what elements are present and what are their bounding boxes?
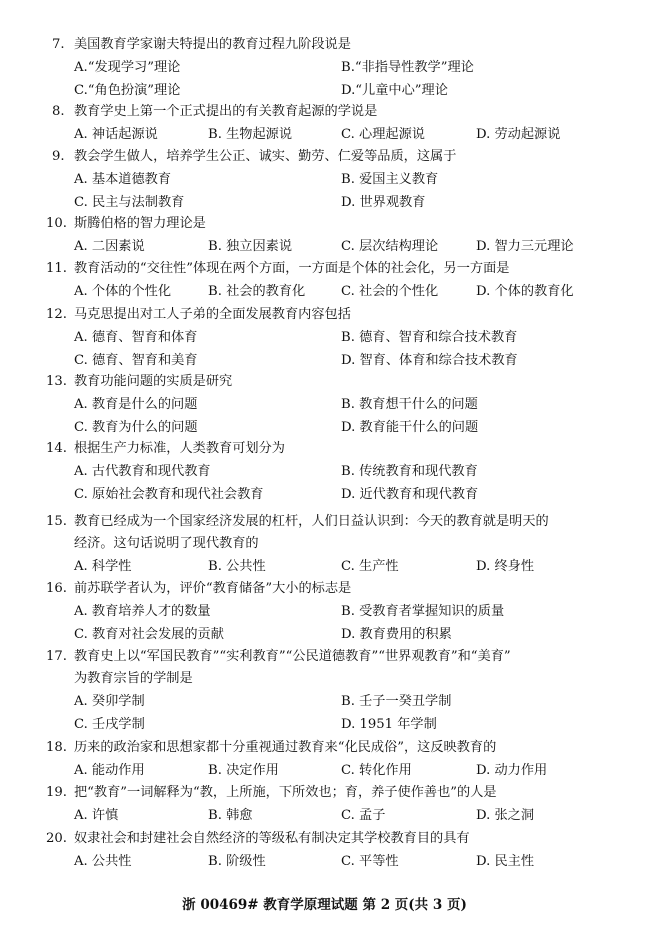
option-row (46, 804, 616, 827)
option-row (46, 79, 616, 102)
option-row (46, 416, 616, 439)
option-row (46, 850, 616, 873)
question-text: 把“教育”一词解释为“教，上所施，下所效也；育，养子使作善也”的人是 (74, 785, 497, 800)
option-a: A. 公共性 (74, 854, 132, 869)
option-row (46, 600, 616, 623)
option-b: B. 爱国主义教育 (341, 172, 439, 187)
option-a: A. 二因素说 (74, 239, 145, 254)
option-d: D. 终身性 (476, 559, 535, 574)
option-row (46, 168, 616, 191)
question-text: 奴隶社会和封建社会自然经济的等级私有制决定其学校教育目的具有 (74, 831, 470, 846)
question-5 (46, 304, 616, 372)
option-b: B. 传统教育和现代教育 (341, 464, 478, 479)
option-d: D.“儿童中心”理论 (341, 83, 448, 98)
option-d: D. 世界观教育 (341, 195, 426, 210)
option-c: C. 心理起源说 (341, 127, 425, 142)
question-text: 美国教育学家谢夫特提出的教育过程九阶段说是 (74, 37, 351, 52)
option-row (46, 191, 616, 214)
question-stem (46, 438, 616, 460)
question-stem (46, 34, 616, 56)
option-a: A. 科学性 (74, 559, 132, 574)
option-c: C. 层次结构理论 (341, 239, 439, 254)
option-row (46, 56, 616, 79)
option-b: B. 德育、智育和综合技术教育 (341, 330, 518, 345)
option-row (46, 123, 616, 146)
option-b: B. 韩愈 (208, 808, 253, 823)
option-d: D. 教育费用的积累 (341, 627, 452, 642)
option-b: B. 独立因素说 (208, 239, 293, 254)
option-row (46, 280, 616, 303)
option-row (46, 393, 616, 416)
option-b: B. 社会的教育化 (208, 284, 306, 299)
question-1 (46, 101, 616, 146)
option-row (46, 235, 616, 258)
question-text: 历来的政治家和思想家都十分重视通过教育来“化民成俗”，这反映教育的 (74, 740, 497, 755)
option-b: B.“非指导性教学”理论 (341, 60, 474, 75)
question-number: 8. (52, 104, 65, 119)
option-d: D. 智育、体育和综合技术教育 (341, 353, 518, 368)
option-a: A.“发现学习”理论 (74, 60, 181, 75)
option-a: A. 教育是什么的问题 (74, 397, 198, 412)
option-b: B. 决定作用 (208, 763, 279, 778)
question-7 (46, 438, 616, 506)
question-number: 16. (46, 581, 67, 596)
question-number: 11. (46, 261, 67, 276)
question-stem (46, 828, 616, 850)
option-a: A. 神话起源说 (74, 127, 158, 142)
option-b: B. 阶级性 (208, 854, 266, 869)
option-row (46, 349, 616, 372)
option-d: D. 动力作用 (476, 763, 548, 778)
option-c: C. 壬戌学制 (74, 717, 145, 732)
question-text: 马克思提出对工人子弟的全面发展教育内容包括 (74, 307, 351, 322)
option-c: C. 德育、智育和美育 (74, 353, 198, 368)
question-stem (46, 646, 616, 668)
question-3 (46, 213, 616, 258)
option-a: A. 基本道德教育 (74, 172, 172, 187)
question-9 (46, 578, 616, 646)
option-b: B. 教育想干什么的问题 (341, 397, 478, 412)
option-c: C. 平等性 (341, 854, 399, 869)
question-8 (46, 511, 616, 578)
question-number: 18. (46, 740, 67, 755)
option-c: C. 教育对社会发展的贡献 (74, 627, 224, 642)
option-d: D. 教育能干什么的问题 (341, 420, 479, 435)
option-c: C. 生产性 (341, 559, 399, 574)
question-text: 教育史上以“军国民教育”“实利教育”“公民道德教育”“世界观教育”和“美育” (74, 649, 511, 664)
option-c: C. 孟子 (341, 808, 386, 823)
option-d: D. 民主性 (476, 854, 535, 869)
option-c: C. 社会的个性化 (341, 284, 439, 299)
question-text: 教育功能问题的实质是研究 (74, 374, 233, 389)
question-6 (46, 371, 616, 439)
question-2 (46, 146, 616, 214)
option-d: D. 智力三元理论 (476, 239, 574, 254)
question-stem (46, 578, 616, 600)
option-row (46, 483, 616, 506)
option-row (46, 713, 616, 736)
question-number: 19. (46, 785, 67, 800)
option-c: C. 教育为什么的问题 (74, 420, 198, 435)
question-number: 20. (46, 831, 67, 846)
option-d: D. 个体的教育化 (476, 284, 574, 299)
question-stem (46, 304, 616, 326)
question-stem (46, 782, 616, 804)
question-number: 7. (52, 37, 65, 52)
question-number: 10. (46, 216, 67, 231)
question-stem (46, 101, 616, 123)
question-text: 教育学史上第一个正式提出的有关教育起源的学说是 (74, 104, 378, 119)
option-b: B. 受教育者掌握知识的质量 (341, 604, 505, 619)
question-stem (46, 737, 616, 759)
question-number: 12. (46, 307, 67, 322)
option-d: D. 张之洞 (476, 808, 535, 823)
question-stem (46, 213, 616, 235)
question-4 (46, 258, 616, 303)
question-stem (46, 258, 616, 280)
question-text: 根据生产力标准，人类教育可划分为 (74, 441, 285, 456)
option-a: A. 个体的个性化 (74, 284, 172, 299)
option-row (46, 326, 616, 349)
question-12 (46, 782, 616, 827)
option-d: D. 近代教育和现代教育 (341, 487, 479, 502)
option-c: C. 原始社会教育和现代社会教育 (74, 487, 264, 502)
option-a: A. 德育、智育和体育 (74, 330, 198, 345)
option-c: C. 转化作用 (341, 763, 412, 778)
question-number: 9. (52, 149, 65, 164)
question-text: 前苏联学者认为，评价“教育储备”大小的标志是 (74, 581, 352, 596)
page-footer: 浙 00469# 教育学原理试题 第 2 页(共 3 页) (182, 897, 467, 913)
option-b: B. 生物起源说 (208, 127, 293, 142)
option-row (46, 623, 616, 646)
option-b: B. 壬子一癸丑学制 (341, 694, 452, 709)
question-stem (46, 371, 616, 393)
option-b: B. 公共性 (208, 559, 266, 574)
question-10 (46, 646, 616, 736)
question-stem (46, 511, 616, 533)
option-d: D. 劳动起源说 (476, 127, 561, 142)
option-row (46, 759, 616, 782)
option-a: A. 癸卯学制 (74, 694, 145, 709)
option-row (46, 690, 616, 713)
question-number: 15. (46, 514, 67, 529)
option-row (46, 555, 616, 578)
option-a: A. 教育培养人才的数量 (74, 604, 211, 619)
question-0 (46, 34, 616, 102)
question-text: 教育活动的“交往性”体现在两个方面，一方面是个体的社会化，另一方面是 (74, 261, 510, 276)
question-stem (46, 146, 616, 168)
question-text: 教会学生做人，培养学生公正、诚实、勤劳、仁爱等品质，这属于 (74, 149, 457, 164)
question-13 (46, 828, 616, 873)
question-number: 17. (46, 649, 67, 664)
question-text-continued: 经济。这句话说明了现代教育的 (74, 536, 259, 551)
option-row (46, 460, 616, 483)
option-a: A. 许慎 (74, 808, 119, 823)
question-11 (46, 737, 616, 782)
question-number: 13. (46, 374, 67, 389)
question-number: 14. (46, 441, 67, 456)
option-c: C.“角色扮演”理论 (74, 83, 181, 98)
option-d: D. 1951 年学制 (341, 717, 437, 732)
option-c: C. 民主与法制教育 (74, 195, 185, 210)
option-a: A. 能动作用 (74, 763, 145, 778)
option-a: A. 古代教育和现代教育 (74, 464, 211, 479)
question-text-continued: 为教育宗旨的学制是 (74, 671, 193, 686)
question-text: 斯腾伯格的智力理论是 (74, 216, 206, 231)
question-text: 教育已经成为一个国家经济发展的杠杆，人们日益认识到：今天的教育就是明天的 (74, 514, 549, 529)
